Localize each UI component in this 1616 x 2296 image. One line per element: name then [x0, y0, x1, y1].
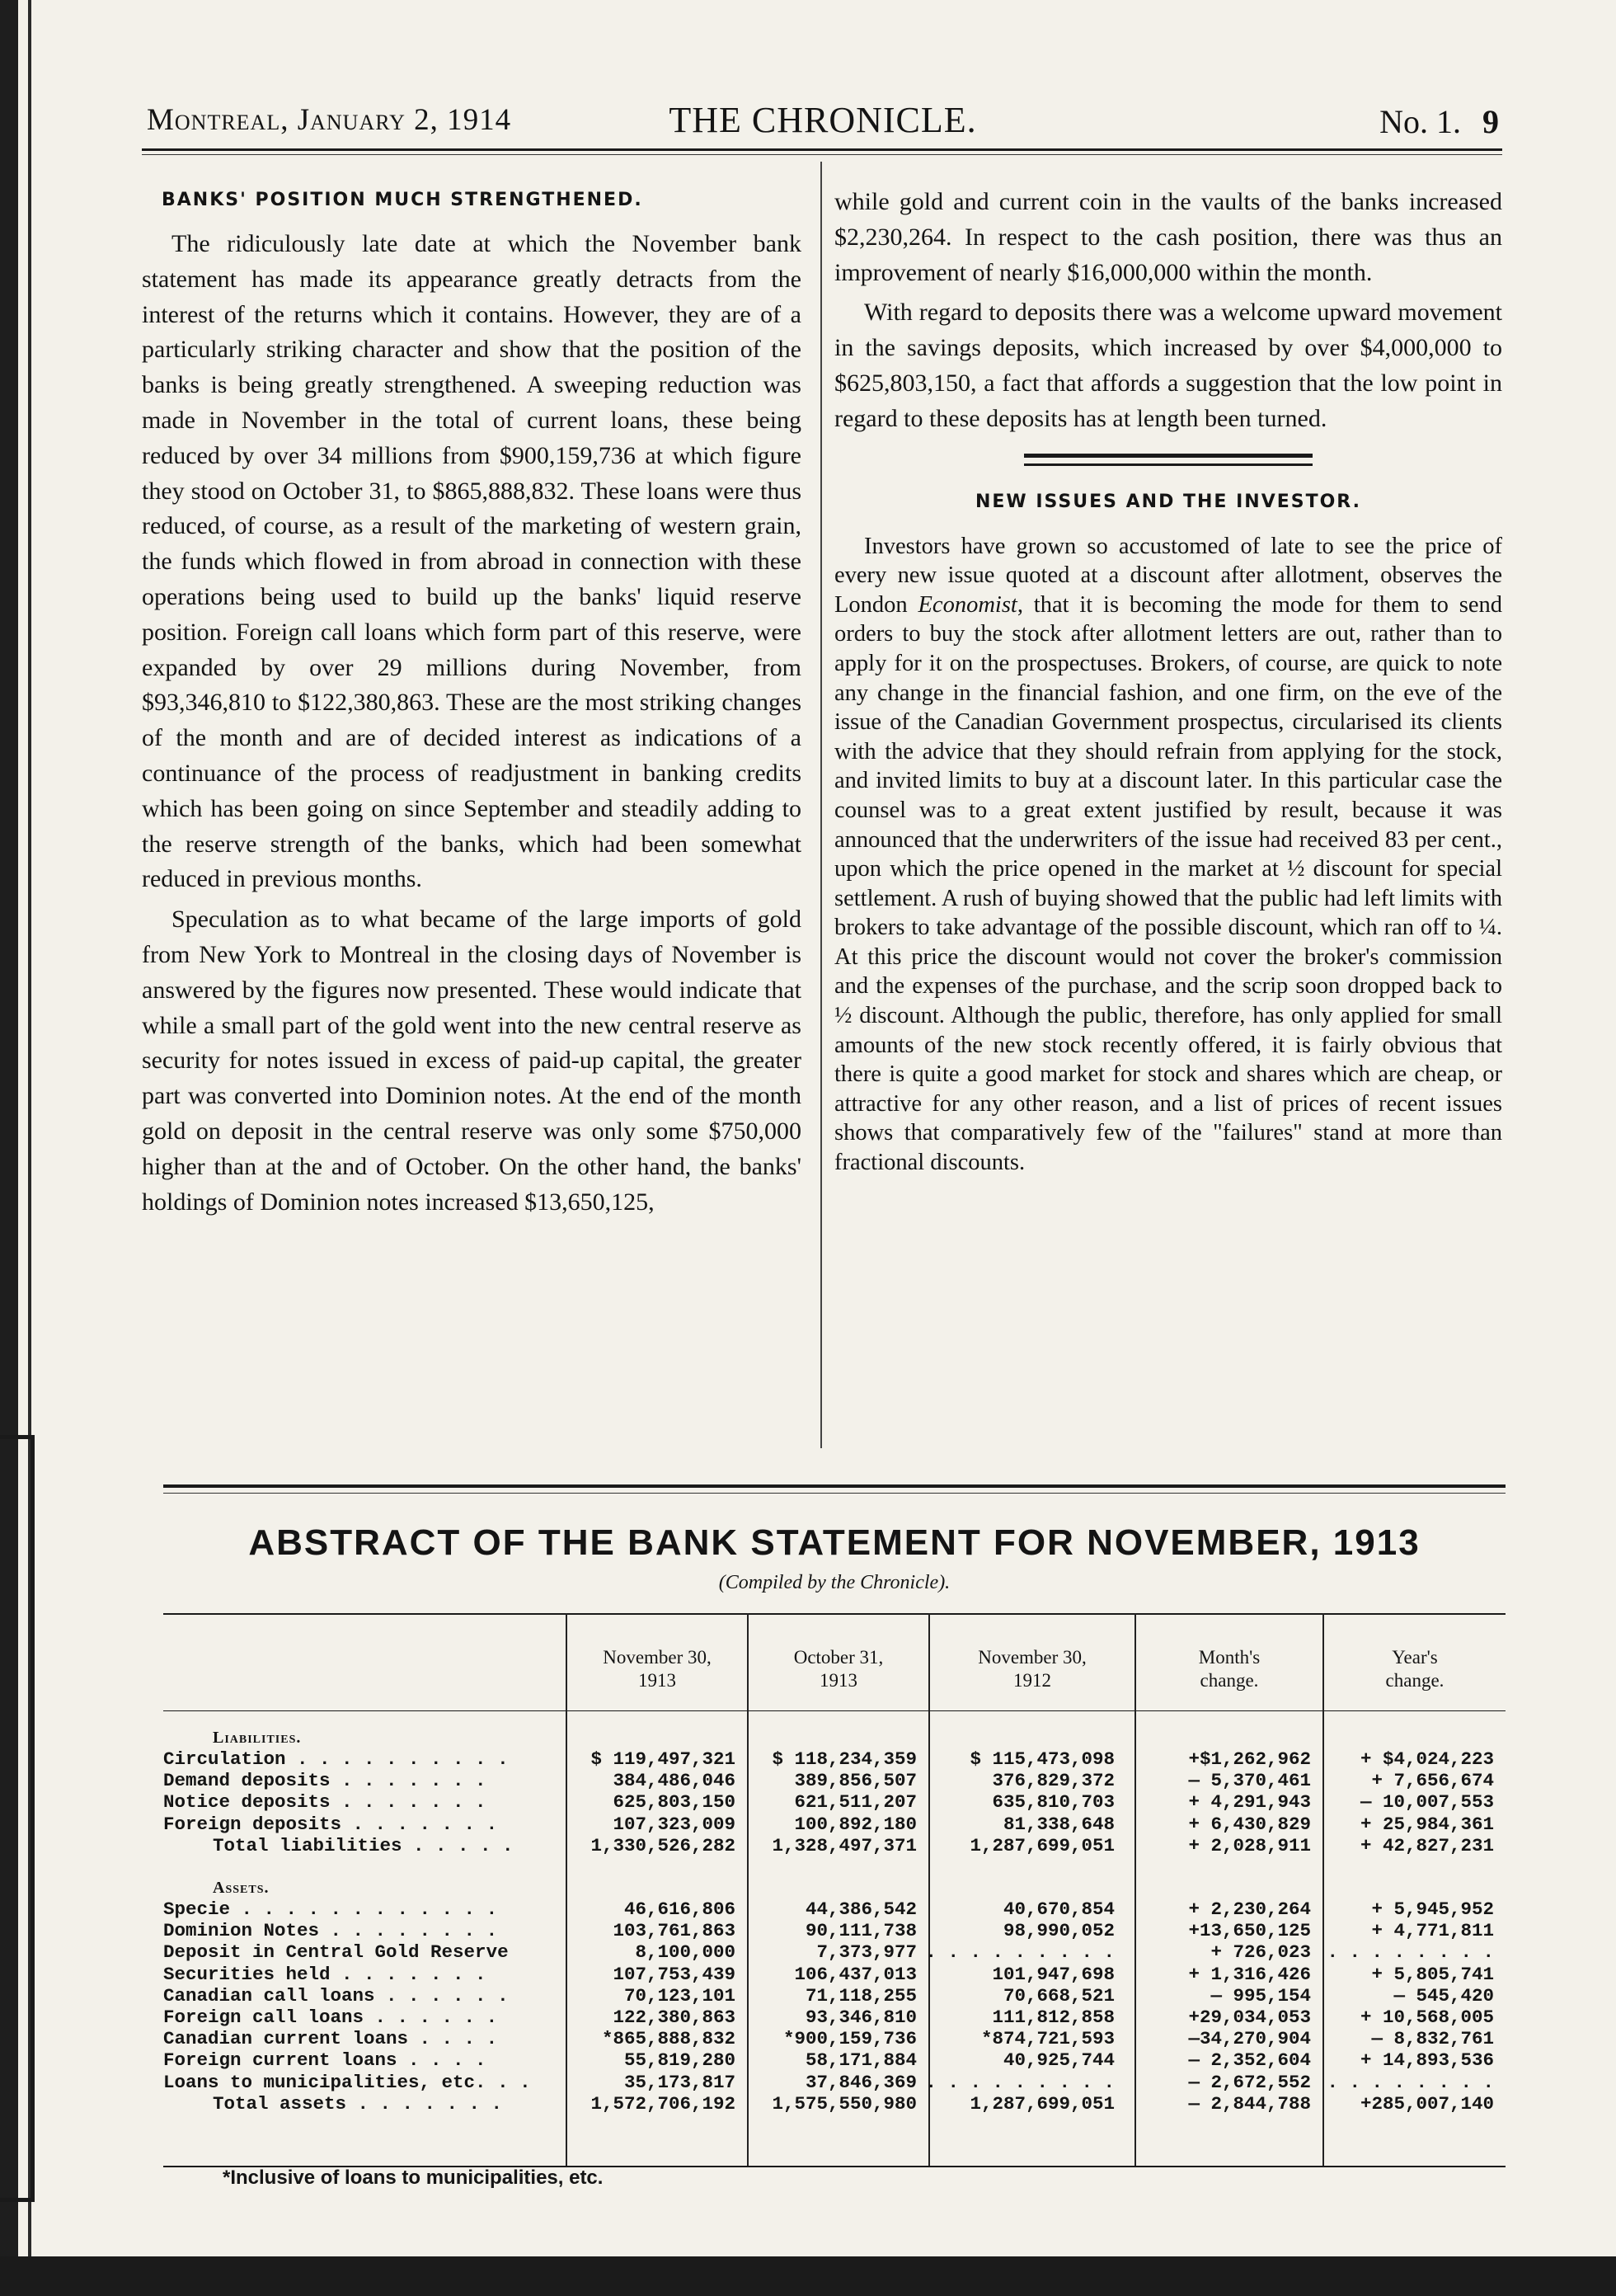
dateline: Montreal, January 2, 1914 [147, 103, 512, 137]
table-row [163, 2072, 1506, 2093]
table-row [163, 2049, 1506, 2071]
cell-c3: 40,670,854 [1003, 1898, 1115, 1920]
row-label: Foreign call loans . . . . . . [163, 2007, 498, 2028]
table-row [163, 1964, 1506, 1985]
paragraph: while gold and current coin in the vaults of the banks increased $2,230,264. In respect to the cash position, there was thus an improvement of nearly $16,000,000 within the month. [834, 188, 1502, 286]
cell-c2: 1,328,497,371 [772, 1834, 917, 1856]
cell-c1: 107,323,009 [613, 1813, 735, 1835]
page-number: 9 [1482, 103, 1499, 140]
table-subtitle: (Compiled by the Chronicle). [718, 1572, 951, 1593]
cell-c5: +285,007,140 [1360, 2092, 1494, 2115]
column-header: October 31, 1913 [793, 1647, 884, 1691]
cell-c5: + 4,771,811 [1371, 1920, 1494, 1942]
cell-c5: + 5,945,952 [1371, 1898, 1494, 1920]
table-row [163, 2093, 1506, 2115]
header-rule-thin [142, 154, 1502, 155]
cell-c5: + 25,984,361 [1360, 1813, 1494, 1835]
row-label: Canadian current loans . . . . [163, 2028, 498, 2050]
cell-c2: 71,118,255 [805, 1984, 917, 2007]
row-label: Demand deposits . . . . . . . [163, 1770, 486, 1792]
column-header: Month's change. [1198, 1647, 1261, 1691]
scan-bottom-edge [0, 2256, 1616, 2296]
cell-c1: *865,888,832 [601, 2028, 735, 2050]
cell-c5: + 10,568,005 [1360, 2007, 1494, 2028]
cell-c1: 384,486,046 [613, 1770, 735, 1792]
cell-c5: + 14,893,536 [1360, 2049, 1494, 2072]
row-label: Foreign current loans . . . . [163, 2049, 486, 2072]
cell-c5: — 8,832,761 [1371, 2028, 1494, 2050]
section-rule-thin [163, 1493, 1506, 1494]
row-label: Deposit in Central Gold Reserve [163, 1941, 509, 1964]
cell-c4: —34,270,904 [1188, 2028, 1311, 2050]
cell-c4: + 4,291,943 [1188, 1791, 1311, 1814]
row-label: Notice deposits . . . . . . . [163, 1791, 486, 1814]
cell-c5: + 42,827,231 [1360, 1834, 1494, 1856]
issue-and-page [1379, 102, 1499, 141]
cell-c4: +$1,262,962 [1188, 1748, 1311, 1770]
cell-c3: 98,990,052 [1003, 1920, 1115, 1942]
table-title: ABSTRACT OF THE BANK STATEMENT FOR NOVEMBER, 1913 [248, 1522, 1421, 1563]
cell-c4: +29,034,053 [1188, 2007, 1311, 2028]
cell-c2: 100,892,180 [794, 1813, 917, 1835]
table-footnote: *Inclusive of loans to municipalities, etc. [223, 2167, 604, 2189]
left-column [142, 186, 801, 1220]
row-label: Circulation . . . . . . . . . . [163, 1748, 509, 1770]
issue-number: No. 1. [1379, 103, 1461, 140]
cell-c4: — 2,844,788 [1188, 2092, 1311, 2115]
cell-c3: 70,668,521 [1003, 1984, 1115, 2007]
table-row [163, 1835, 1506, 1856]
cell-c3: . . . . . . . . . [925, 1941, 1115, 1964]
right-column [834, 185, 1502, 1178]
cell-c2: 1,575,550,980 [772, 2092, 917, 2115]
column-header: November 30, 1912 [978, 1647, 1087, 1691]
cell-c5: + $4,024,223 [1360, 1748, 1494, 1770]
cell-c1: 625,803,150 [613, 1791, 735, 1814]
cell-c5: . . . . . . . . [1327, 1941, 1494, 1964]
cell-c2: $ 118,234,359 [772, 1748, 917, 1770]
cell-c5: . . . . . . . . [1327, 2071, 1494, 2093]
cell-c4: + 6,430,829 [1188, 1813, 1311, 1835]
table-row [163, 1898, 1506, 1920]
cell-c4: — 2,352,604 [1188, 2049, 1311, 2072]
paragraph: The ridiculously late date at which the November bank statement has made its appearance greatly detracts from the interest of the returns which it contains. However, they are of a particularly striking character and show that the position of the banks is being greatly strengthened. A sweeping reduction was made in November in the total of current loans, these being reduced by over 34 millions from $900,159,736 at which figure they stood on October 31, to $865,888,832. These loans were thus reduced, of course, as a result of the marketing of western grain, the funds which flowed in from abroad in connection with these operations being used to build up the banks' liquid reserve position. Foreign call loans which form part of this reserve, were expanded by over 29 millions during November, from $93,346,810 to $122,380,863. These are the most striking changes of the month and are of decided interest as indications of a continuance of the process of readjustment in banking credits which has been going on since September and steadily adding to the reserve strength of the banks, which had been somewhat reduced in previous months. [142, 230, 801, 893]
table-row [163, 1920, 1506, 1941]
cell-c2: 44,386,542 [805, 1898, 917, 1920]
cell-c2: 389,856,507 [794, 1770, 917, 1792]
paragraph: Speculation as to what became of the large imports of gold from New York to Montreal in the closing days of November is answered by the figures now presented. These would indicate that while a small part of the gold went into the new central reserve as security for notes issued in excess of paid-up capital, the greater part was converted into Dominion notes. At the end of the month gold on deposit in the central reserve was only some $750,000 higher than at the and of October. On the other hand, the banks' holdings of Dominion notes increased $13,650,125, [142, 906, 801, 1216]
article-heading-new-issues: NEW ISSUES AND THE INVESTOR. [975, 491, 1362, 512]
scan-left-bracket [0, 1435, 35, 2202]
table-row [163, 2007, 1506, 2028]
row-label: Foreign deposits . . . . . . . [163, 1813, 498, 1835]
cell-c2: 90,111,738 [805, 1920, 917, 1942]
paragraph: With regard to deposits there was a welcome upward movement in the savings deposits, which increased by over $4,000,000 to $625,803,150, a fact that affords a suggestion that the low point in regard to these deposits has at length been turned. [834, 299, 1502, 432]
cell-c2: 621,511,207 [794, 1791, 917, 1814]
column-header: November 30, 1913 [603, 1647, 712, 1691]
cell-c2: 7,373,977 [816, 1941, 917, 1964]
cell-c5: — 10,007,553 [1360, 1791, 1494, 1814]
section-label-liabilities: Liabilities. [213, 1729, 302, 1747]
cell-c1: 35,173,817 [623, 2071, 735, 2093]
cell-c3: 1,287,699,051 [970, 2092, 1115, 2115]
cell-c1: 1,330,526,282 [590, 1834, 735, 1856]
cell-c3: 111,812,858 [992, 2007, 1115, 2028]
cell-c1: 1,572,706,192 [590, 2092, 735, 2115]
table-row [163, 1770, 1506, 1791]
column-header: Year's change. [1385, 1647, 1445, 1691]
cell-c4: + 726,023 [1210, 1941, 1311, 1964]
cell-c2: *900,159,736 [782, 2028, 917, 2050]
cell-c4: + 2,028,911 [1188, 1834, 1311, 1856]
cell-c1: 70,123,101 [623, 1984, 735, 2007]
cell-c4: + 2,230,264 [1188, 1898, 1311, 1920]
table-row [163, 1985, 1506, 2007]
section-rule [163, 1484, 1506, 1488]
row-label: Canadian call loans . . . . . . [163, 1984, 509, 2007]
cell-c5: — 545,420 [1393, 1984, 1494, 2007]
cell-c1: 55,819,280 [623, 2049, 735, 2072]
running-head [147, 97, 1499, 147]
row-label: Total assets . . . . . . . [213, 2092, 503, 2115]
row-label: Total liabilities . . . . . [213, 1834, 514, 1856]
cell-c3: 635,810,703 [992, 1791, 1115, 1814]
row-label: Loans to municipalities, etc. . . [163, 2071, 531, 2093]
header-rule [142, 148, 1502, 151]
article-divider [1024, 454, 1313, 466]
cell-c1: 122,380,863 [613, 2007, 735, 2028]
cell-c1: 107,753,439 [613, 1963, 735, 1985]
cell-c3: . . . . . . . . . [925, 2071, 1115, 2093]
cell-c1: 46,616,806 [623, 1898, 735, 1920]
row-label: Securities held . . . . . . . [163, 1963, 486, 1985]
table-row [163, 1814, 1506, 1835]
cell-c1: 8,100,000 [635, 1941, 735, 1964]
cell-c2: 93,346,810 [805, 2007, 917, 2028]
cell-c5: + 7,656,674 [1371, 1770, 1494, 1792]
cell-c4: — 995,154 [1210, 1984, 1311, 2007]
cell-c1: $ 119,497,321 [590, 1748, 735, 1770]
cell-c3: 40,925,744 [1003, 2049, 1115, 2072]
table-row [163, 2028, 1506, 2049]
publication-name: Economist [918, 591, 1017, 618]
table-header-rule [163, 1710, 1506, 1711]
cell-c2: 37,846,369 [805, 2071, 917, 2093]
table-top-rule [163, 1613, 1506, 1615]
table-row [163, 1748, 1506, 1770]
cell-c4: — 2,672,552 [1188, 2071, 1311, 2093]
table-row [163, 1791, 1506, 1813]
column-divider [820, 162, 822, 1448]
cell-c3: 1,287,699,051 [970, 1834, 1115, 1856]
cell-c3: *874,721,593 [980, 2028, 1115, 2050]
cell-c5: + 5,805,741 [1371, 1963, 1494, 1985]
cell-c3: 101,947,698 [992, 1963, 1115, 1985]
masthead-title: THE CHRONICLE. [669, 100, 977, 140]
cell-c2: 106,437,013 [794, 1963, 917, 1985]
row-label: Specie . . . . . . . . . . . . [163, 1898, 498, 1920]
paragraph: Investors have grown so accustomed of late to see the price of every new issue quoted at a discount after allotment, observes the London Economist, that it is becoming the mode for them to send orders to buy the stock after allotment letters are out, rather than to apply for it on the prospectuses. Brokers, of course, are quick to note any change in the financial fashion, and one firm, on the eve of the issue of the Canadian Government prospectus, circularised its clients with the advice that they should refrain from applying for the stock, and invited limits to buy at a discount later. In this particular case the counsel was to a great extent justified by result, because it was announced that the underwriters of the issue had received 83 per cent., upon which the price opened in the market at ½ discount for special settlement. A rush of buying showed that the public had left limits with brokers to take advantage of the possible discount, which ran off to ¼. At this price the discount would not cover the broker's commission and the expenses of the purchase, and the scrip soon dropped back to ½ discount. Although the public, therefore, has only applied for small amounts of the new stock recently offered, it is fairly obvious that there is quite a good market for stock and shares which are cheap, or attractive for any other reason, and a list of prices of recent issues shows that comparatively few of the "failures" stand at more than fractional discounts. [834, 533, 1503, 1176]
cell-c3: 81,338,648 [1003, 1813, 1115, 1835]
cell-c2: 58,171,884 [805, 2049, 917, 2072]
article-heading-banks: BANKS' POSITION MUCH STRENGTHENED. [162, 190, 643, 210]
row-label: Dominion Notes . . . . . . . . [163, 1920, 498, 1942]
section-label-assets: Assets. [213, 1879, 270, 1897]
cell-c4: +13,650,125 [1188, 1920, 1311, 1942]
cell-c4: + 1,316,426 [1188, 1963, 1311, 1985]
table-row [163, 1941, 1506, 1963]
cell-c4: — 5,370,461 [1188, 1770, 1311, 1792]
cell-c1: 103,761,863 [613, 1920, 735, 1942]
cell-c3: $ 115,473,098 [970, 1748, 1115, 1770]
cell-c3: 376,829,372 [992, 1770, 1115, 1792]
